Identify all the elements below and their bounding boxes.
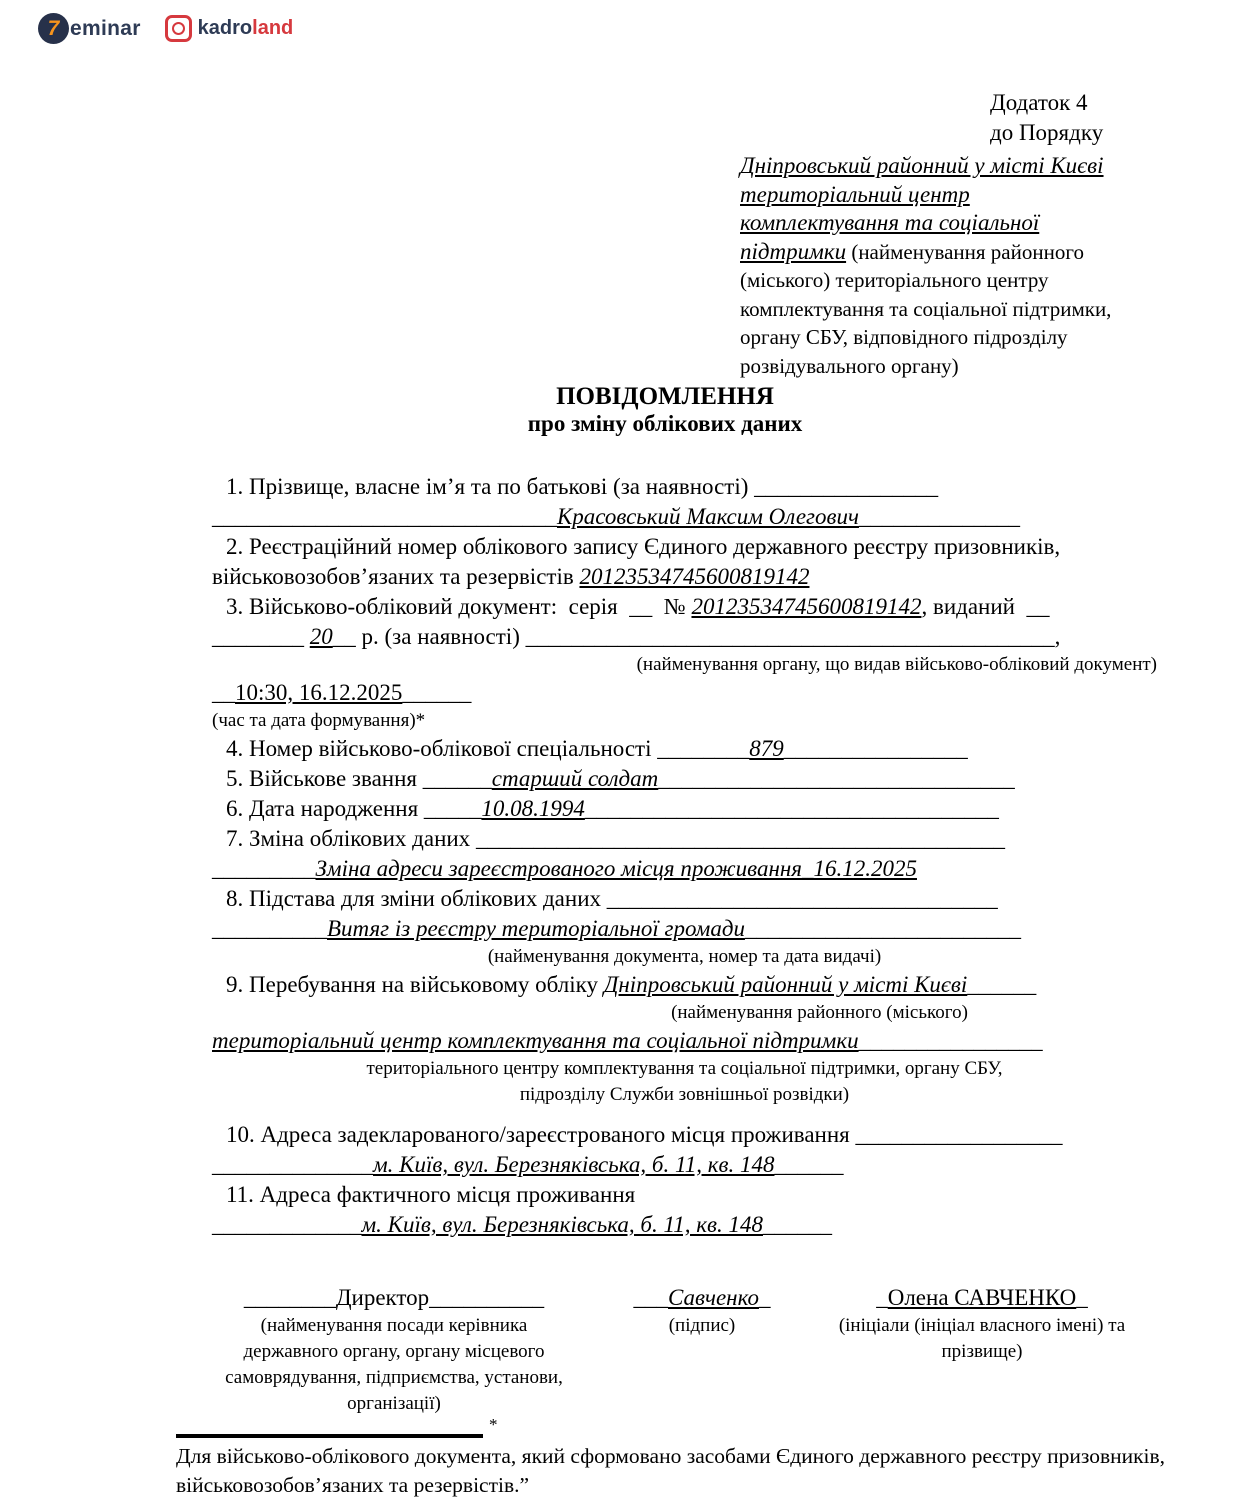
post-hint: (найменування посади керівника державного органу, органу місцевого самоврядування, підприємства, установи, організації)	[225, 1315, 563, 1414]
blank-line: ________	[212, 624, 304, 649]
item3-organ-hint: (найменування органу, що видав військово-обліковий документ)	[636, 654, 1157, 675]
signature-post-column	[218, 1283, 570, 1417]
seminar-logo	[38, 13, 141, 44]
item3-time-hint: (час та дата формування)*	[212, 710, 426, 731]
data-change-value: Зміна адреси зареєстрованого місця проживання_16.12.2025	[315, 856, 917, 881]
blank-line: __	[629, 594, 653, 619]
actual-address-value: м. Київ, вул. Березняківська, б. 11, кв. 148	[361, 1212, 763, 1237]
formation-time-value: 10:30, 16.12.2025	[235, 680, 403, 705]
blank-line: ______	[402, 680, 472, 705]
tcc-name-value-part1: Дніпровський районний у місті Києві	[603, 972, 968, 997]
blank-line: _	[1076, 1285, 1088, 1310]
blank-line: __	[212, 680, 235, 705]
brand-logos	[38, 13, 293, 44]
item3-line1: 3. Військово-обліковий документ: серія __ № 20123534745600819142, виданий __	[226, 594, 1050, 619]
item9-hint1: (найменування районного (міського)	[671, 1002, 968, 1023]
item8-hint: (найменування документа, номер та дата видачі)	[487, 946, 882, 967]
blank-line: ________	[243, 1285, 336, 1310]
blank-line: _____	[423, 796, 482, 821]
appendix-number: Додаток 4	[990, 90, 1088, 115]
footnote-section	[176, 1408, 1176, 1500]
document-title	[175, 383, 1155, 437]
item11-line: 11. Адреса фактичного місця проживання	[226, 1182, 636, 1207]
footnote-asterisk: *	[489, 1414, 498, 1434]
blank-line: ________________	[754, 474, 939, 499]
full-name-value: Красовський Максим Олегович	[557, 504, 859, 529]
title-line2: про зміну облікових даних	[527, 411, 803, 436]
blank-line: _______________________________	[658, 766, 1015, 791]
blank-line: ______	[762, 1212, 832, 1237]
item1-line: 1. Прізвище, власне ім’я та по батькові (за наявності) ________________	[226, 474, 939, 499]
blank-line: __	[332, 624, 356, 649]
name-line	[812, 1283, 1152, 1313]
blank-line: ______________________________	[212, 504, 557, 529]
item7-line: 7. Зміна облікових даних ______________________________________________	[226, 826, 1005, 851]
blank-line: ______	[774, 1152, 844, 1177]
blank-line: ______	[422, 766, 492, 791]
blank-line: __________________	[855, 1122, 1063, 1147]
kadroland-logo	[165, 15, 294, 42]
blank-line: __	[1026, 594, 1050, 619]
form-body	[212, 472, 1157, 1240]
item10-value-line	[212, 1150, 1157, 1180]
blank-line: ________________	[858, 1028, 1043, 1053]
military-rank-value: старший солдат	[491, 766, 659, 791]
birth-date-value: 10.08.1994	[481, 796, 585, 821]
org-name-line3: комплектування та соціальної	[740, 210, 1040, 235]
item5-line: 5. Військове звання ______старший солдат_______________________________	[226, 766, 1015, 791]
signature-value: Савченко	[668, 1285, 759, 1310]
item6-line: 6. Дата народження _____10.08.1994____________________________________	[226, 796, 999, 821]
item9-hint3: підрозділу Служби зовнішньої розвідки)	[519, 1084, 850, 1105]
blank-line: ______________	[212, 1152, 373, 1177]
item9-line2	[212, 1026, 1157, 1056]
footnote-text: Для військово-облікового документа, який сформовано засобами Єдиного державного реєстру призовників, військовозобов’язаних та резервістів.”	[176, 1444, 1166, 1497]
org-name-line2: територіальний центр	[740, 181, 970, 207]
blank-line: __________	[212, 916, 327, 941]
signature-name-column	[812, 1283, 1152, 1417]
item8-line: 8. Підстава для зміни облікових даних __________________________________	[226, 886, 998, 911]
blank-line: _	[758, 1285, 771, 1310]
blank-line: ____________________________________	[584, 796, 999, 821]
signer-name-value: Олена САВЧЕНКО	[887, 1285, 1077, 1310]
item11-value-line	[212, 1210, 1157, 1240]
blank-line: _________	[212, 856, 316, 881]
seminar-7-icon: 7	[38, 13, 69, 44]
blank-line: __________________________________	[606, 886, 998, 911]
blank-line: _	[876, 1285, 888, 1310]
specialty-number-value: 879	[749, 736, 784, 761]
appendix-block	[740, 88, 1146, 380]
item4-line: 4. Номер військово-облікової спеціальності ________879________________	[226, 736, 968, 761]
blank-line: __________	[429, 1285, 545, 1310]
signature-section	[218, 1283, 1152, 1417]
footnote-rule	[176, 1408, 483, 1438]
sign-hint: (підпис)	[668, 1315, 736, 1336]
item10-line: 10. Адреса задекларованого/зареєстрованого місця проживання __________________	[226, 1122, 1063, 1147]
org-name-line4: підтримки	[740, 238, 847, 264]
org-name-paragraph	[740, 152, 1146, 380]
registry-number-value: 20123534745600819142	[579, 564, 810, 589]
item3-time-line	[212, 678, 1157, 708]
kadroland-icon	[165, 15, 192, 42]
change-basis-value: Витяг із реєстру територіальної громади	[327, 916, 745, 941]
org-name-line1: Дніпровський районний у місті Києві	[740, 153, 1104, 178]
item2-line: 2. Реєстраційний номер облікового запису Єдиного державного реєстру призовників, військовозобов’язаних та резервістів 20123534745600819142	[212, 534, 1066, 589]
post-line	[218, 1283, 570, 1313]
appendix-order: до Порядку	[990, 120, 1104, 145]
year-value: 20	[309, 624, 333, 649]
blank-line: ______________________________________________	[525, 624, 1055, 649]
document-number-value: 20123534745600819142	[691, 594, 922, 619]
name-hint: (ініціали (ініціал власного імені) та прізвище)	[838, 1315, 1126, 1362]
item3-line2: ________ 20__ р. (за наявності) ______________________________________________,	[212, 624, 1061, 649]
seminar-logo-text: eminar	[70, 16, 141, 40]
item7-value-line	[212, 854, 1157, 884]
item9-line1: 9. Перебування на військовому обліку Дніпровський районний у місті Києві______	[226, 972, 1037, 997]
blank-line: _____________	[212, 1212, 362, 1237]
blank-line: ________	[657, 736, 750, 761]
blank-line: ______	[967, 972, 1037, 997]
registered-address-value: м. Київ, вул. Березняківська, б. 11, кв. 148	[373, 1152, 775, 1177]
blank-line: ______________	[858, 504, 1020, 529]
item1-value-line	[212, 502, 1157, 532]
blank-line: ________________________	[744, 916, 1021, 941]
signature-sign-column	[622, 1283, 782, 1417]
footnote-rule-line	[176, 1408, 1176, 1442]
kadroland-logo-text: kadroland	[197, 17, 294, 39]
blank-line: ______________________________________________	[475, 826, 1005, 851]
blank-line: ________________	[783, 736, 968, 761]
post-title-value: Директор	[335, 1285, 430, 1310]
item8-value-line	[212, 914, 1157, 944]
org-name-hint: (найменування районного (міського) територіального центру комплектування та соціальної підтримки, органу СБУ, відповідного підрозділу розвідувального органу)	[740, 239, 1112, 378]
title-line1: ПОВІДОМЛЕННЯ	[556, 383, 774, 410]
blank-line: ___	[633, 1285, 669, 1310]
sign-line	[622, 1283, 782, 1313]
tcc-name-value-part2: територіальний центр комплектування та соціальної підтримки	[212, 1028, 859, 1053]
item9-hint2: територіального центру комплектування та соціальної підтримки, органу СБУ,	[366, 1058, 1003, 1079]
